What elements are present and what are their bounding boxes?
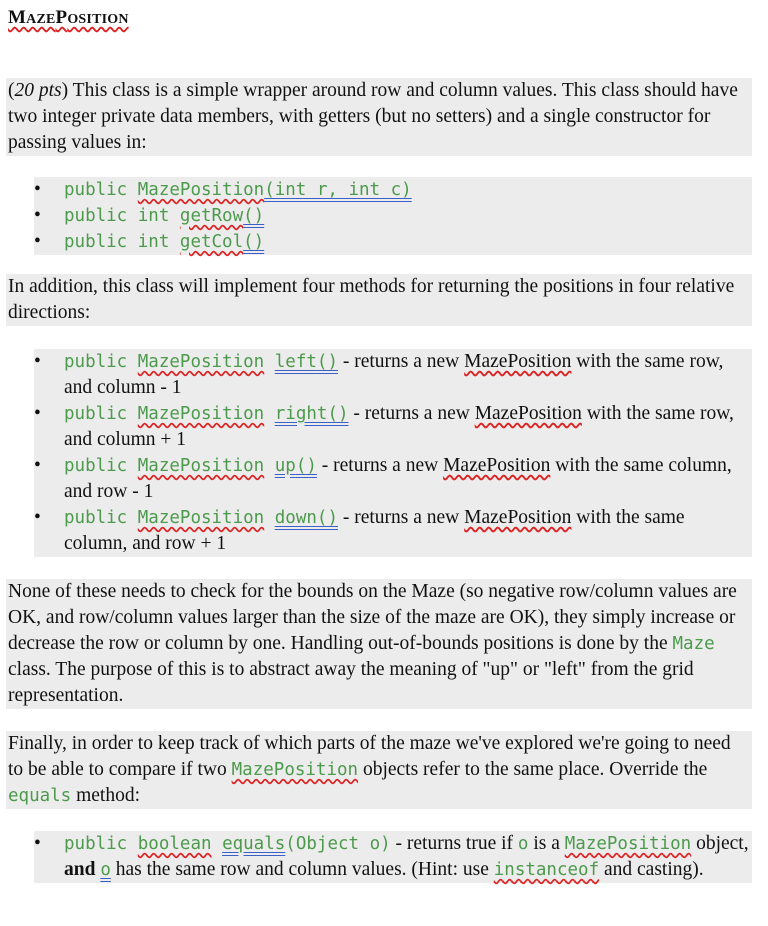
list-item: • public MazePosition right() - returns a new MazePosition with the same row, and column + 1 (64, 401, 752, 453)
section-heading: MAZEPOSITION (8, 7, 129, 28)
list-item: • public int getCol() (64, 229, 752, 255)
list-item: • public MazePosition(int r, int c) (64, 177, 752, 203)
list-item: • public int getRow() (64, 203, 752, 229)
list-item: • public MazePosition left() - returns a new MazePosition with the same row, and column - 1 (64, 349, 752, 401)
intro-paragraph: (20 pts) This class is a simple wrapper around row and column values. This class should have two integer private data members, with getters (but no setters) and a single constructor for passing values in: (6, 78, 752, 156)
signature-list (34, 177, 752, 255)
addition-paragraph: In addition, this class will implement four methods for returning the positions in four relative directions: (6, 274, 752, 326)
bounds-paragraph: None of these needs to check for the bounds on the Maze (so negative row/column values are OK, and row/column values larger than the size of the maze are OK), they simply increase or decrease the row or column by one. Handling out-of-bounds positions is done by the Maze class. The purpose of this is to abstract away the meaning of "up" or "left" from the grid representation. (6, 579, 752, 709)
equals-list (34, 831, 752, 883)
list-item: • public MazePosition up() - returns a new MazePosition with the same column, and row - 1 (64, 453, 752, 505)
points-label: 20 pts (14, 80, 62, 101)
list-item: • public MazePosition down() - returns a new MazePosition with the same column, and row + 1 (64, 505, 752, 557)
direction-list (34, 349, 752, 557)
list-item: • public boolean equals(Object o) - returns true if o is a MazePosition object, and o has the same row and column values. (Hint: use instanceof and casting). (64, 831, 752, 883)
finally-paragraph: Finally, in order to keep track of which parts of the maze we've explored we're going to need to be able to compare if two MazePosition objects refer to the same place. Override the equals method: (6, 731, 752, 809)
